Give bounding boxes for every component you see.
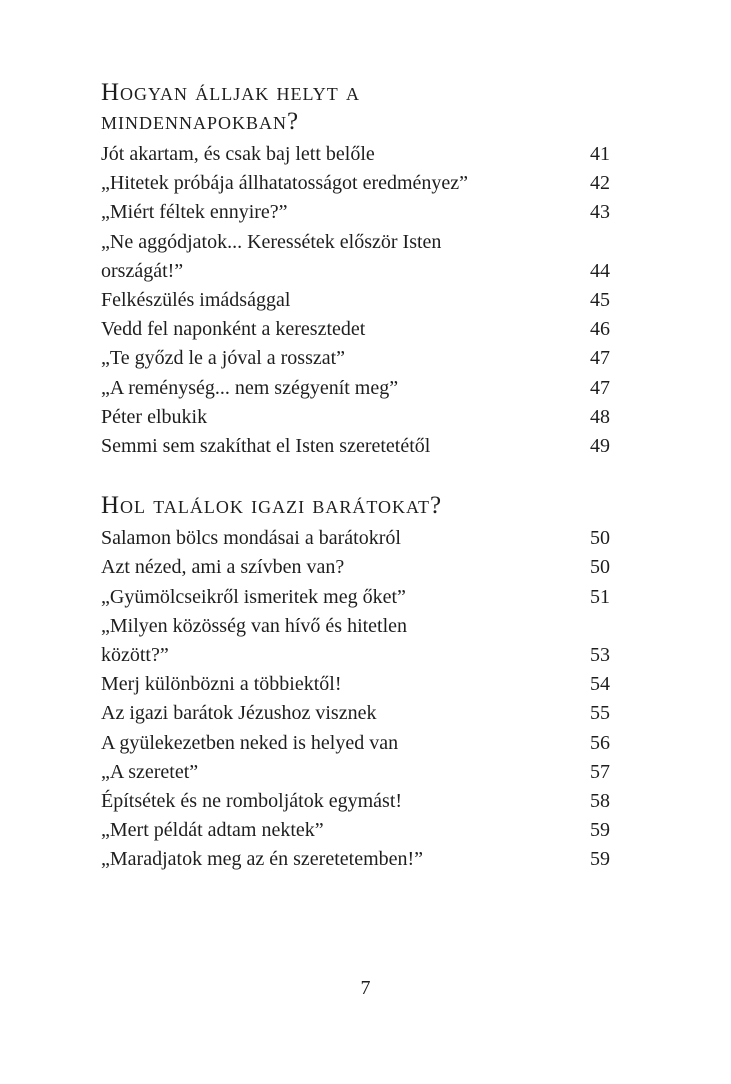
entry-page-number: 50 (590, 556, 610, 579)
entry-title: Az igazi barátok Jézushoz visznek (101, 702, 377, 725)
entry-title: „Maradjatok meg az én szeretetemben!” (101, 848, 424, 871)
entry-page-number: 46 (590, 318, 610, 341)
toc-entry[interactable] (101, 758, 610, 787)
entry-title: „Hitetek próbája állhatatosságot eredményez” (101, 172, 469, 195)
entry-title: „Milyen közösség van hívő és hitetlen között?” (101, 614, 408, 667)
entry-page-number: 48 (590, 405, 610, 428)
toc-entry[interactable] (101, 140, 610, 169)
entry-page-number: 45 (590, 289, 610, 312)
entry-title: „Mert példát adtam nektek” (101, 819, 324, 842)
entry-page-number: 50 (590, 527, 610, 550)
toc-entry[interactable] (101, 198, 610, 227)
entry-page-number: 56 (590, 731, 610, 754)
entry-page-number: 51 (590, 585, 610, 608)
page-number: 7 (360, 977, 371, 999)
entry-title: Salamon bölcs mondásai a barátokról (101, 527, 401, 550)
entry-page-number: 49 (590, 435, 610, 458)
entry-title: A gyülekezetben neked is helyed van (101, 731, 399, 754)
toc-entry[interactable] (101, 374, 610, 403)
toc-entry[interactable] (101, 699, 610, 728)
entry-title: „A reménység... nem szégyenít meg” (101, 376, 399, 399)
toc-entry[interactable] (101, 612, 610, 670)
toc-section-everyday (101, 78, 610, 461)
toc-entry[interactable] (101, 344, 610, 373)
toc-entry[interactable] (101, 670, 610, 699)
entry-title: Vedd fel naponként a keresztedet (101, 318, 366, 341)
section-title: Hogyan álljak helyt a mindennapokban? (101, 79, 360, 135)
toc-entry[interactable] (101, 432, 610, 461)
entry-title: Péter elbukik (101, 405, 208, 428)
entry-title: „Miért féltek ennyire?” (101, 201, 288, 224)
entry-title: „Ne aggódjatok... Keressétek először Isten országát!” (101, 230, 442, 282)
toc-entry[interactable] (101, 583, 610, 612)
entry-page-number: 59 (590, 848, 610, 871)
toc-entry[interactable] (101, 787, 610, 816)
entry-title: „Te győzd le a jóval a rosszat” (101, 347, 346, 370)
entry-page-number: 42 (590, 172, 610, 195)
entry-page-number: 58 (590, 790, 610, 813)
toc-entry[interactable] (101, 403, 610, 432)
entry-title: „A szeretet” (101, 760, 199, 783)
entry-page-number: 44 (590, 259, 610, 282)
toc-section-friends (101, 491, 610, 874)
toc-entry[interactable] (101, 315, 610, 344)
entry-title: Semmi sem szakíthat el Isten szeretetétől (101, 435, 431, 458)
entry-page-number: 43 (590, 201, 610, 224)
entry-page-number: 55 (590, 702, 610, 725)
entry-title: Építsétek és ne romboljátok egymást! (101, 790, 403, 813)
section-title: Hol találok igazi barátokat? (101, 492, 443, 520)
entry-page-number: 54 (590, 673, 610, 696)
toc-entry[interactable] (101, 228, 610, 286)
entry-page-number: 47 (590, 376, 610, 399)
toc-list (101, 524, 610, 874)
entry-page-number: 59 (590, 819, 610, 842)
entry-page-number: 53 (590, 644, 610, 667)
entry-title: Merj különbözni a többiektől! (101, 673, 342, 696)
toc-entry[interactable] (101, 169, 610, 198)
toc-entry[interactable] (101, 816, 610, 845)
entry-title: Jót akartam, és csak baj lett belőle (101, 143, 375, 165)
entry-page-number: 47 (590, 347, 610, 370)
toc-entry[interactable] (101, 729, 610, 758)
entry-title: Azt nézed, ami a szívben van? (101, 556, 345, 579)
entry-page-number: 41 (590, 143, 610, 165)
toc-entry[interactable] (101, 553, 610, 582)
toc-entry[interactable] (101, 524, 610, 553)
toc-entry[interactable] (101, 286, 610, 315)
entry-page-number: 57 (590, 760, 610, 783)
entry-title: Felkészülés imádsággal (101, 289, 291, 312)
table-of-contents (101, 78, 610, 875)
entry-title: „Gyümölcseikről ismeritek meg őket” (101, 585, 406, 608)
toc-list (101, 140, 610, 461)
toc-entry[interactable] (101, 845, 610, 874)
